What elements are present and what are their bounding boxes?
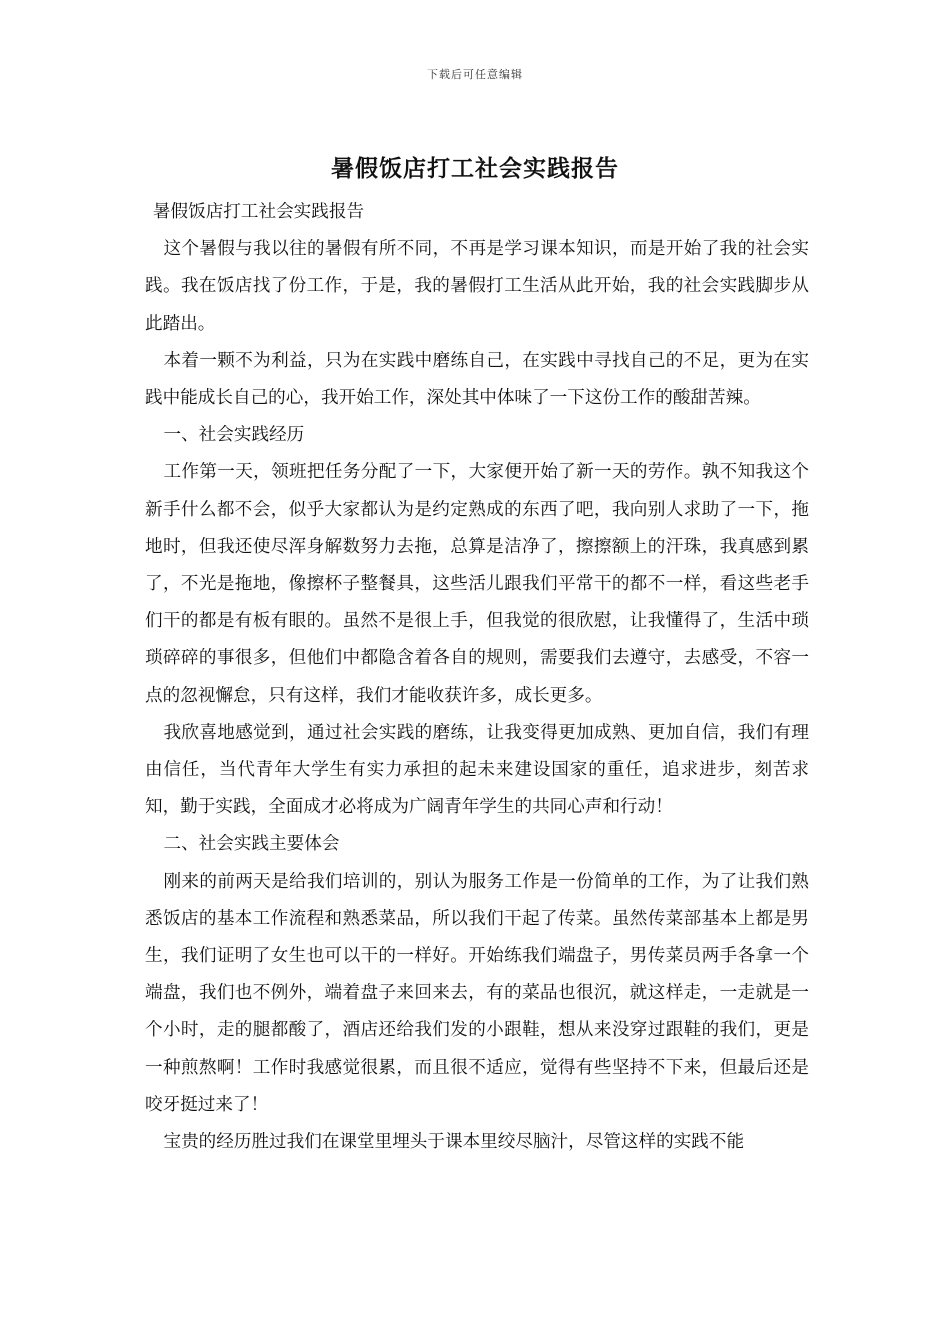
body-paragraph: 本着一颗不为利益，只为在实践中磨练自己，在实践中寻找自己的不足，更为在实践中能成长自己的心，我开始工作，深处其中体味了一下这份工作的酸甜苦辣。 (145, 350, 809, 409)
body-paragraph: 我欣喜地感觉到，通过社会实践的磨练，让我变得更加成熟、更加自信，我们有理由信任，当代青年大学生有实力承担的起未来建设国家的重任，追求进步，刻苦求知，勤于实践，全面成才必将成为广阔青年学生的共同心声和行动！ (145, 722, 809, 818)
section-heading: 一、社会实践经历 (163, 425, 305, 446)
document-body (145, 194, 809, 1161)
body-paragraph: 宝贵的经历胜过我们在课堂里埋头于课本里绞尽脑汁，尽管这样的实践不能 (163, 1132, 745, 1153)
subtitle-paragraph: 暑假饭店打工社会实践报告 (152, 202, 365, 222)
document-title: 暑假饭店打工社会实践报告 (331, 155, 619, 182)
header-note: 下载后可任意编辑 (427, 68, 523, 81)
body-paragraph: 工作第一天，领班把任务分配了一下，大家便开始了新一天的劳作。孰不知我这个新手什么都不会，似乎大家都认为是约定熟成的东西了吧，我向别人求助了一下，拖地时，但我还使尽浑身解数努力去拖，总算是洁净了，擦擦额上的汗珠，我真感到累了，不光是拖地，像擦杯子整餐具，这些活儿跟我们平常干的都不一样，看这些老手们干的都是有板有眼的。虽然不是很上手，但我觉的很欣慰，让我懂得了，生活中琐琐碎碎的事很多，但他们中都隐含着各自的规则，需要我们去遵守，去感受，不容一点的忽视懈怠，只有这样，我们才能收获许多，成长更多。 (145, 462, 809, 706)
section-heading: 二、社会实践主要体会 (163, 834, 340, 855)
body-paragraph: 这个暑假与我以往的暑假有所不同，不再是学习课本知识，而是开始了我的社会实践。我在饭店找了份工作，于是，我的暑假打工生活从此开始，我的社会实践脚步从此踏出。 (145, 239, 809, 334)
body-paragraph: 刚来的前两天是给我们培训的，别认为服务工作是一份简单的工作，为了让我们熟悉饭店的基本工作流程和熟悉菜品，所以我们干起了传菜。虽然传菜部基本上都是男生，我们证明了女生也可以干的一样好。开始练我们端盘子，男传菜员两手各拿一个端盘，我们也不例外，端着盘子来回来去，有的菜品也很沉，就这样走，一走就是一个小时，走的腿都酸了，酒店还给我们发的小跟鞋，想从来没穿过跟鞋的我们，更是一种煎熬啊！工作时我感觉很累，而且很不适应，觉得有些坚持不下来，但最后还是咬牙挺过来了！ (145, 871, 809, 1115)
